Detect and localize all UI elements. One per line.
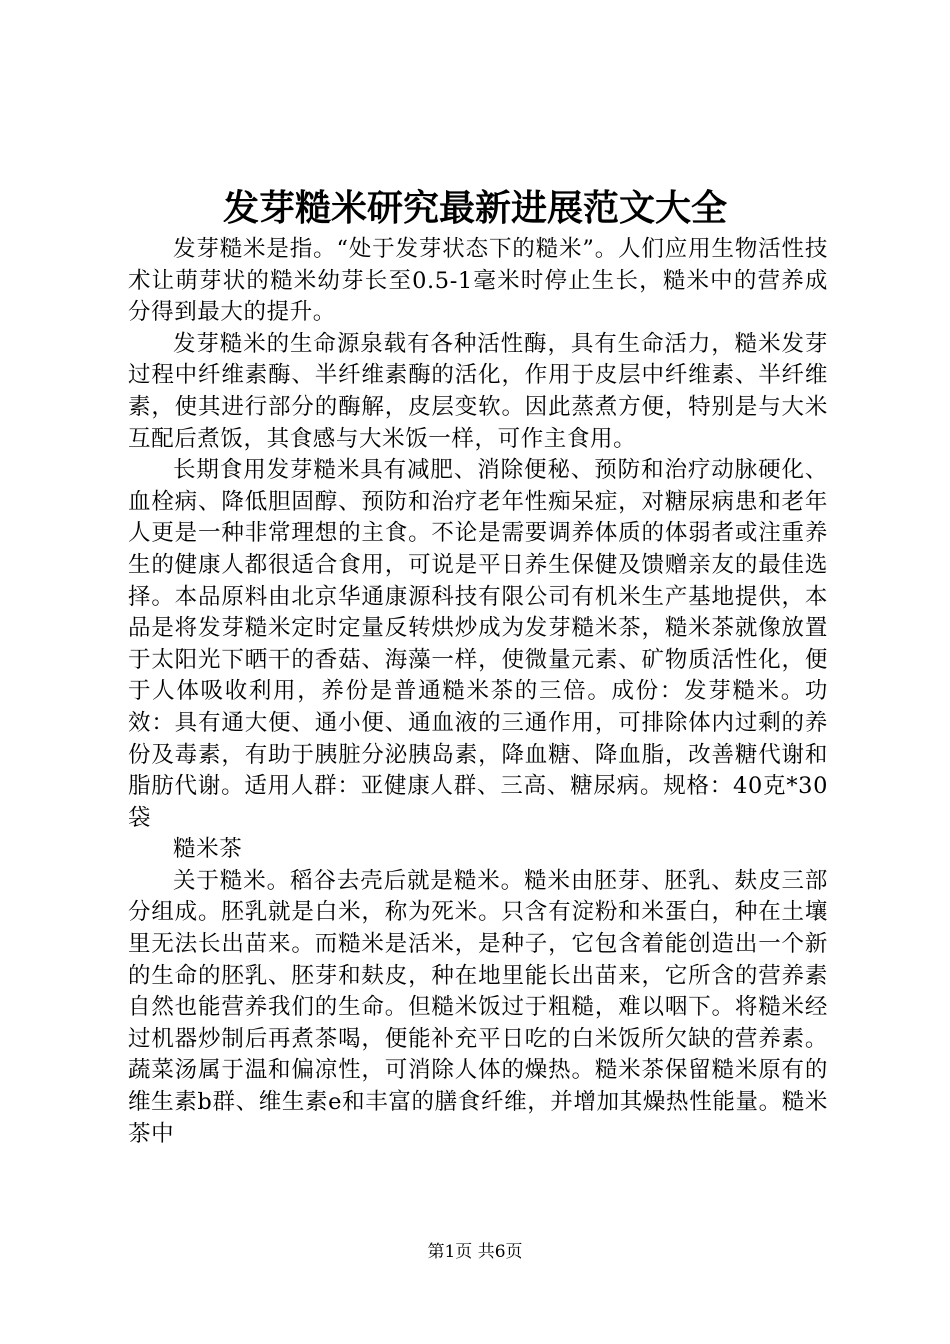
paragraph-5: 关于糙米。稻谷去壳后就是糙米。糙米由胚芽、胚乳、麸皮三部分组成。胚乳就是白米，称为死米。只含有淀粉和米蛋白，种在土壤里无法长出苗来。而糙米是活米，是种子，它包含着能创造出一个新的生命的胚乳、胚芽和麸皮，种在地里能长出苗来，它所含的营养素自然也能营养我们的生命。但糙米饭过于粗糙，难以咽下。将糙米经过机器炒制后再煮茶喝，便能补充平日吃的白米饭所欠缺的营养素。蔬菜汤属于温和偏凉性，可消除人体的燥热。糙米茶保留糙米原有的维生素b群、维生素e和丰富的膳食纤维，并增加其燥热性能量。糙米茶中 [128, 867, 828, 1147]
paragraph-1: 发芽糙米是指。“处于发芽状态下的糙米”。人们应用生物活性技术让萌芽状的糙米幼芽长至0.5-1毫米时停止生长，糙米中的营养成分得到最大的提升。 [128, 236, 828, 326]
document-body [128, 234, 828, 1150]
document-title: 发芽糙米研究最新进展范文大全 [222, 187, 727, 229]
page-footer: 第1页 共6页 [427, 1242, 523, 1262]
section-heading-tea: 糙米茶 [173, 836, 243, 863]
paragraph-3: 长期食用发芽糙米具有减肥、消除便秘、预防和治疗动脉硬化、血栓病、降低胆固醇、预防和治疗老年性痴呆症，对糖尿病患和老年人更是一种非常理想的主食。不论是需要调养体质的体弱者或注重养生的健康人都很适合食用，可说是平日养生保健及馈赠亲友的最佳选择。本品原料由北京华通康源科技有限公司有机米生产基地提供，本品是将发芽糙米定时定量反转烘炒成为发芽糙米茶，糙米茶就像放置于太阳光下晒干的香菇、海藻一样，使微量元素、矿物质活性化，便于人体吸收利用，养份是普通糙米茶的三倍。成份：发芽糙米。功效：具有通大便、通小便、通血液的三通作用，可排除体内过剩的养份及毒素，有助于胰脏分泌胰岛素，降血糖、降血脂，改善糖代谢和脂肪代谢。适用人群：亚健康人群、三高、糖尿病。规格：40克*30袋 [128, 457, 828, 831]
paragraph-2: 发芽糙米的生命源泉载有各种活性酶，具有生命活力，糙米发芽过程中纤维素酶、半纤维素酶的活化，作用于皮层中纤维素、半纤维素，使其进行部分的酶解，皮层变软。因此蒸煮方便，特别是与大米互配后煮饭，其食感与大米饭一样，可作主食用。 [128, 330, 828, 452]
